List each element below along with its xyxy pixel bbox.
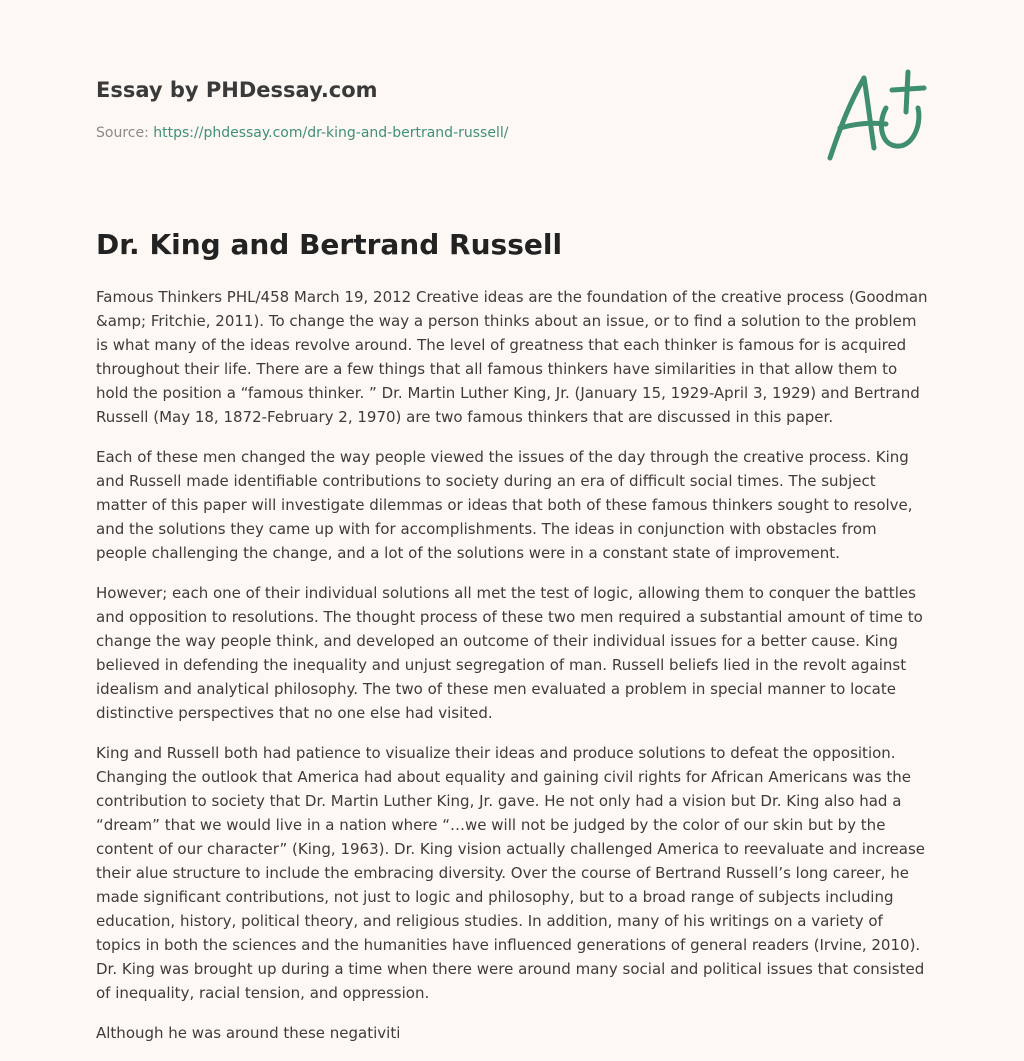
source-line bbox=[96, 124, 796, 142]
header bbox=[96, 76, 796, 142]
article-body bbox=[96, 285, 930, 1061]
paragraph: Each of these men changed the way people viewed the issues of the day through the creative process. King and Russell made identifiable contributions to society during an era of difficult social times. The subject matter of this paper will investigate dilemmas or ideas that both of these famous thinkers sought to resolve, and the solutions they came up with for accomplishments. The ideas in conjunction with obstacles from people challenging the change, and a lot of the solutions were in a constant state of improvement. bbox=[96, 448, 913, 562]
page-title: Dr. King and Bertrand Russell bbox=[96, 228, 563, 261]
brand-title: Essay by PHDessay.com bbox=[96, 78, 378, 102]
source-label: Source: bbox=[96, 125, 149, 141]
paragraph: Famous Thinkers PHL/458 March 19, 2012 Creative ideas are the foundation of the creative process (Goodman &amp; Fritchie, 2011). To change the way a person thinks about an issue, or to find a solution to the problem is what many of the ideas revolve around. The level of greatness that each thinker is famous for is acquired throughout their life. There are a few things that all famous thinkers have similarities in that allow them to hold the position a “famous thinker. ” Dr. Martin Luther King, Jr. (January 15, 1929-April 3, 1929) and Bertrand Russell (May 18, 1872-February 2, 1970) are two famous thinkers that are discussed in this paper. bbox=[96, 288, 928, 426]
paragraph: Although he was around these negativiti bbox=[96, 1024, 401, 1042]
source-link[interactable]: https://phdessay.com/dr-king-and-bertrand-russell/ bbox=[153, 125, 509, 141]
a-plus-grade-icon bbox=[820, 66, 930, 166]
paragraph: However; each one of their individual solutions all met the test of logic, allowing them to conquer the battles and opposition to resolutions. The thought process of these two men required a substantial amount of time to change the way people think, and developed an outcome of their individual issues for a better cause. King believed in defending the inequality and unjust segregation of man. Russell beliefs lied in the revolt against idealism and analytical philosophy. The two of these men evaluated a problem in special manner to locate distinctive perspectives that no one else had visited. bbox=[96, 584, 923, 722]
paragraph: King and Russell both had patience to visualize their ideas and produce solutions to defeat the opposition. Changing the outlook that America had about equality and gaining civil rights for African Americans was the contribution to society that Dr. Martin Luther King, Jr. gave. He not only had a vision but Dr. King also had a “dream” that we would live in a nation where “…we will not be judged by the color of our skin but by the content of our character” (King, 1963). Dr. King vision actually challenged America to reevaluate and increase their alue structure to include the embracing diversity. Over the course of Bertrand Russell’s long career, he made significant contributions, not just to logic and philosophy, but to a broad range of subjects including education, history, political theory, and religious studies. In addition, many of his writings on a variety of topics in both the sciences and the humanities have influenced generations of general readers (Irvine, 2010). Dr. King was brought up during a time when there were around many social and political issues that consisted of inequality, racial tension, and oppression. bbox=[96, 744, 926, 1002]
